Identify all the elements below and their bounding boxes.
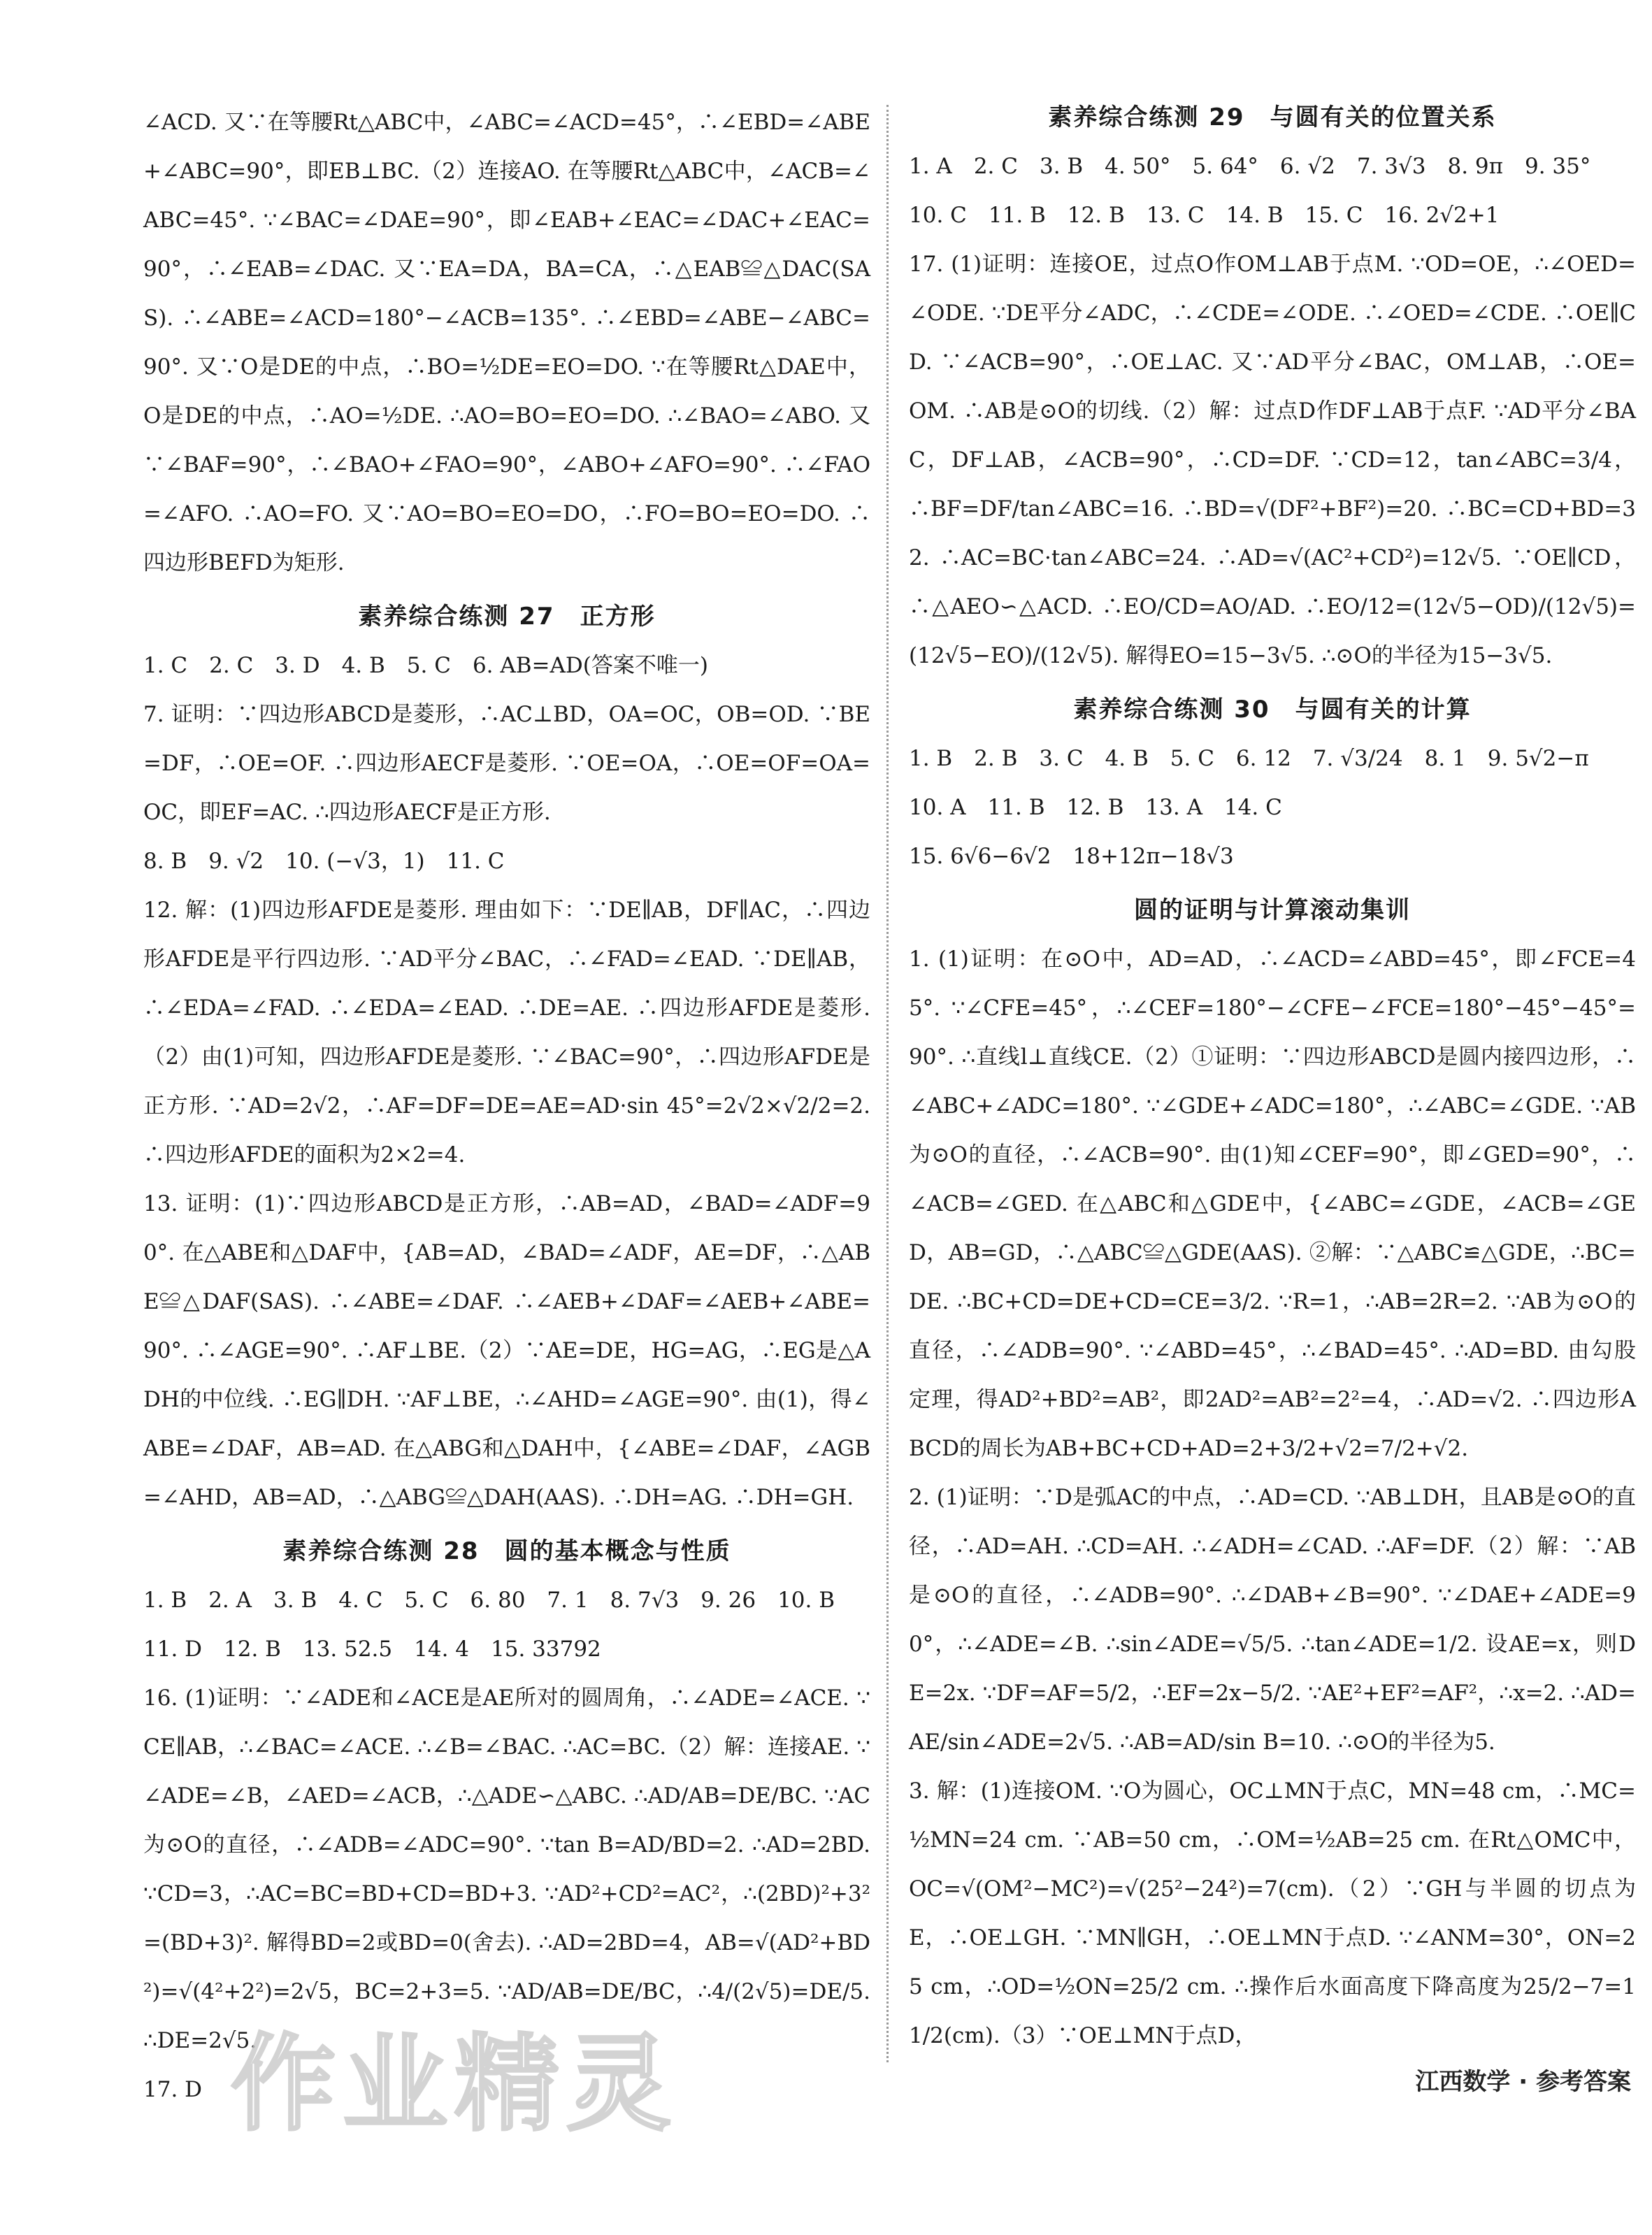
answers-30-row1: 1. B 2. B 3. C 4. B 5. C 6. 12 7. √3/24 8. 1 9. 5√2−π [909,746,1589,771]
solution-27-q7: 7. 证明：∵四边形ABCD是菱形，∴AC⊥BD，OA=OC，OB=OD. ∵BE=DF，∴OE=OF. ∴四边形AECF是菱形. ∵OE=OA，∴OE=OF=OA=OC，即EF=AC. ∴四边形AECF是正方形. [143,702,870,825]
answers-30-row3: 15. 6√6−6√2 18+12π−18√3 [909,844,1234,869]
solution-29-q17: 17. (1)证明：连接OE，过点O作OM⊥AB于点M. ∵OD=OE，∴∠OED=∠ODE. ∵DE平分∠ADC，∴∠CDE=∠ODE. ∴∠OED=∠CDE. ∴OE∥CD. ∵∠ACB=90°，∴OE⊥AC. 又∵AD平分∠BAC，OM⊥AB，∴OE=OM. ∴AB是⊙O的切线.（2）解：过点D作DF⊥AB于点F. ∵AD平分∠BAC，DF⊥AB，∠ACB=90°，∴CD=DF. ∵CD=12，tan∠ABC=3/4，∴BF=DF/tan∠ABC=16. ∴BD=√(DF²+BF²)=20. ∴BC=CD+BD=32. ∴AC=BC·tan∠ABC=24. ∴AD=√(AC²+CD²)=12√5. ∵OE∥CD，∴△AEO∽△ACD. ∴EO/CD=AO/AD. ∴EO/12=(12√5−OD)/(12√5)=(12√5−EO)/(12√5). 解得EO=15−3√5. ∴⊙O的半径为15−3√5. [909,252,1636,668]
answers-27-row2: 8. B 9. √2 10. (−√3，1) 11. C [143,849,505,874]
section-title-29: 素养综合练测 29 与圆有关的位置关系 [1048,103,1497,131]
solution-27-q13: 13. 证明：(1)∵四边形ABCD是正方形，∴AB=AD，∠BAD=∠ADF=90°. 在△ABE和△DAF中，{AB=AD，∠BAD=∠ADF，AE=DF，∴△ABE≌△DAF(SAS). ∴∠ABE=∠DAF. ∴∠AEB+∠DAF=∠AEB+∠ABE=90°. ∴∠AGE=90°. ∴AF⊥BE.（2）∵AE=DE，HG=AG，∴EG是△ADH的中位线. ∴EG∥DH. ∵AF⊥BE，∴∠AHD=∠AGE=90°. 由(1)，得∠ABE=∠DAF，AB=AD. 在△ABG和△DAH中，{∠ABE=∠DAF，∠AGB=∠AHD，AB=AD，∴△ABG≌△DAH(AAS). ∴DH=AG. ∴DH=GH. [143,1191,870,1510]
solution-27-q12: 12. 解：(1)四边形AFDE是菱形. 理由如下：∵DE∥AB，DF∥AC，∴四边形AFDE是平行四边形. ∵AD平分∠BAC，∴∠FAD=∠EAD. ∵DE∥AB，∴∠EDA=∠FAD. ∴∠EDA=∠EAD. ∴DE=AE. ∴四边形AFDE是菱形.（2）由(1)可知，四边形AFDE是菱形. ∵∠BAC=90°，∴四边形AFDE是正方形. ∵AD=2√2，∴AF=DF=DE=AE=AD·sin 45°=2√2×√2/2=2. ∴四边形AFDE的面积为2×2=4. [143,898,870,1167]
answers-28-row3: 17. D [143,2077,203,2102]
right-column [909,98,1636,2060]
solution-rolling-q1: 1. (1)证明：在⊙O中，AD=AD，∴∠ACD=∠ABD=45°，即∠FCE=45°. ∵∠CFE=45°，∴∠CEF=180°−∠CFE−∠FCE=180°−45°−45°=90°. ∴直线l⊥直线CE.（2）①证明：∵四边形ABCD是圆内接四边形，∴∠ABC+∠ADC=180°. ∵∠GDE+∠ADC=180°，∴∠ABC=∠GDE. ∵AB为⊙O的直径，∴∠ACB=90°. 由(1)知∠CEF=90°，即∠GED=90°，∴∠ACB=∠GED. 在△ABC和△GDE中，{∠ABC=∠GDE，∠ACB=∠GED，AB=GD，∴△ABC≌△GDE(AAS). ②解：∵△ABC≌△GDE，∴BC=DE. ∴BC+CD=DE+CD=CE=3/2. ∵R=1，∴AB=2R=2. ∵AB为⊙O的直径，∴∠ADB=90°. ∵∠ABD=45°，∴∠BAD=45°. ∴AD=BD. 由勾股定理，得AD²+BD²=AB²，即2AD²=AB²=2²=4，∴AD=√2. ∴四边形ABCD的周长为AB+BC+CD+AD=2+3/2+√2=7/2+√2. [909,947,1636,1461]
section-title-27: 素养综合练测 27 正方形 [358,603,656,631]
column-divider [886,105,889,2062]
section-title-28: 素养综合练测 28 圆的基本概念与性质 [282,1537,731,1565]
solution-28-q16: 16. (1)证明：∵∠ADE和∠ACE是AE所对的圆周角，∴∠ADE=∠ACE. ∵CE∥AB，∴∠BAC=∠ACE. ∴∠B=∠BAC. ∴AC=BC.（2）解：连接AE. ∵∠ADE=∠B，∠AED=∠ACB，∴△ADE∽△ABC. ∴AD/AB=DE/BC. ∵AC为⊙O的直径，∴∠ADB=∠ADC=90°. ∵tan B=AD/BD=2. ∴AD=2BD. ∵CD=3，∴AC=BC=BD+CD=BD+3. ∵AD²+CD²=AC²，∴(2BD)²+3²=(BD+3)². 解得BD=2或BD=0(舍去). ∴AD=2BD=4，AB=√(AD²+BD²)=√(4²+2²)=2√5，BC=2+3=5. ∵AD/AB=DE/BC，∴4/(2√5)=DE/5. ∴DE=2√5. [143,1686,870,2053]
section-title-rolling: 圆的证明与计算滚动集训 [1134,896,1411,924]
answers-28-row1: 1. B 2. A 3. B 4. C 5. C 6. 80 7. 1 8. 7√3 9. 26 10. B [143,1588,835,1613]
answers-30-row2: 10. A 11. B 12. B 13. A 14. C [909,795,1282,820]
watermark-logo: 作业精灵 [231,2024,679,2146]
solution-rolling-q3: 3. 解：(1)连接OM. ∵O为圆心，OC⊥MN于点C，MN=48 cm，∴MC=½MN=24 cm. ∵AB=50 cm，∴OM=½AB=25 cm. 在Rt△OMC中，OC=√(OM²−MC²)=√(25²−24²)=7(cm).（2）∵GH与半圆的切点为E，∴OE⊥GH. ∵MN∥GH，∴OE⊥MN于点D. ∵∠ANM=30°，ON=25 cm，∴OD=½ON=25/2 cm. ∴操作后水面高度下降高度为25/2−7=11/2(cm).（3）∵OE⊥MN于点D， [909,1778,1636,2048]
solution-rolling-q2: 2. (1)证明：∵D是弧AC的中点，∴AD=CD. ∵AB⊥DH，且AB是⊙O的直径，∴AD=AH. ∴CD=AH. ∴∠ADH=∠CAD. ∴AF=DF.（2）解：∵AB是⊙O的直径，∴∠ADB=90°. ∴∠DAB+∠B=90°. ∵∠DAE+∠ADE=90°，∴∠ADE=∠B. ∴sin∠ADE=√5/5. ∴tan∠ADE=1/2. 设AE=x，则DE=2x. ∵DF=AF=5/2，∴EF=2x−5/2. ∵AE²+EF²=AF²，∴x=2. ∴AD=AE/sin∠ADE=2√5. ∴AB=AD/sin B=10. ∴⊙O的半径为5. [909,1485,1636,1755]
footer-label: 江西数学 · 参考答案 [1415,2068,1631,2096]
continued-solution: ∠ACD. 又∵在等腰Rt△ABC中，∠ABC=∠ACD=45°，∴∠EBD=∠ABE+∠ABC=90°，即EB⊥BC.（2）连接AO. 在等腰Rt△ABC中，∠ACB=∠ABC=45°. ∵∠BAC=∠DAE=90°，即∠EAB+∠EAC=∠DAC+∠EAC=90°，∴∠EAB=∠DAC. 又∵EA=DA，BA=CA，∴△EAB≌△DAC(SAS). ∴∠ABE=∠ACD=180°−∠ACB=135°. ∴∠EBD=∠ABE−∠ABC=90°. 又∵O是DE的中点，∴BO=½DE=EO=DO. ∵在等腰Rt△DAE中，O是DE的中点，∴AO=½DE. ∴AO=BO=EO=DO. ∴∠BAO=∠ABO. 又∵∠BAF=90°，∴∠BAO+∠FAO=90°，∠ABO+∠AFO=90°. ∴∠FAO=∠AFO. ∴AO=FO. 又∵AO=BO=EO=DO，∴FO=BO=EO=DO. ∴四边形BEFD为矩形. [143,110,870,575]
section-title-30: 素养综合练测 30 与圆有关的计算 [1073,696,1472,724]
answers-29-row1: 1. A 2. C 3. B 4. 50° 5. 64° 6. √2 7. 3√3 8. 9π 9. 35° [909,154,1591,179]
answers-27-row1: 1. C 2. C 3. D 4. B 5. C 6. AB=AD(答案不唯一) [143,653,708,678]
answers-28-row2: 11. D 12. B 13. 52.5 14. 4 15. 33792 [143,1637,601,1662]
answers-29-row2: 10. C 11. B 12. B 13. C 14. B 15. C 16. 2√2+1 [909,203,1500,228]
left-column [143,98,870,2114]
